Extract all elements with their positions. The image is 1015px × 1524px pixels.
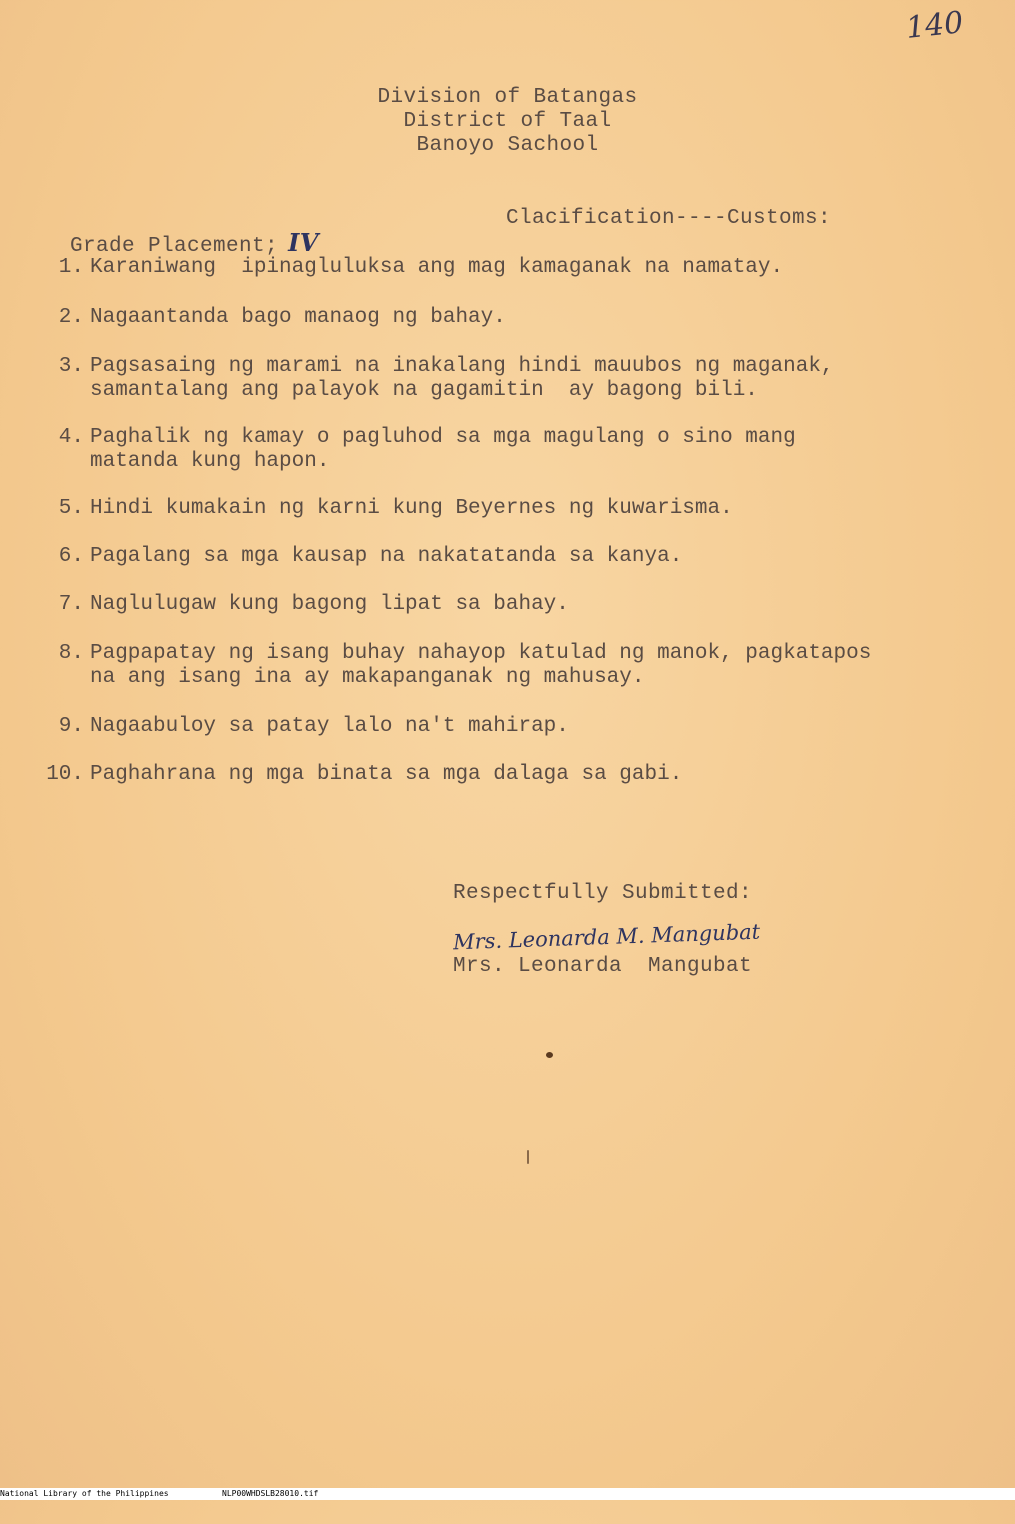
item-number: 3.	[58, 355, 84, 378]
ink-speck	[546, 1052, 553, 1058]
classification-heading: Clacification----Customs:	[506, 207, 832, 230]
page-number: 140	[904, 5, 965, 46]
handwritten-signature: Mrs. Leonarda M. Mangubat	[452, 919, 761, 955]
item-text: Pagalang sa mga kausap na nakatatanda sa kanya.	[90, 545, 683, 568]
item-number: 2.	[58, 306, 84, 329]
item-number: 1.	[58, 256, 84, 279]
grade-placement	[44, 207, 319, 259]
item-text: Pagsasaing ng marami na inakalang hindi mauubos ng maganak,	[90, 355, 834, 378]
item-text-continued: samantalang ang palayok na gagamitin ay bagong bili.	[90, 379, 758, 402]
item-text: Karaniwang ipinagluluksa ang mag kamaganak na namatay.	[90, 256, 784, 279]
item-number: 8.	[58, 642, 84, 665]
header-division: Division of Batangas	[377, 86, 638, 109]
grade-value: IV	[288, 228, 319, 257]
item-text-continued: matanda kung hapon.	[90, 450, 330, 473]
header-school: Banoyo Sachool	[416, 134, 599, 157]
ink-mark	[527, 1150, 529, 1164]
item-number: 4.	[58, 426, 84, 449]
item-number: 9.	[58, 715, 84, 738]
footer-library: National Library of the Philippines	[0, 1489, 169, 1498]
header-district: District of Taal	[403, 110, 612, 133]
item-text: Pagpapatay ng isang buhay nahayop katulad ng manok, pagkatapos	[90, 642, 872, 665]
grade-label: Grade Placement;	[70, 235, 279, 258]
item-text-continued: na ang isang ina ay makapanganak ng mahusay.	[90, 666, 645, 689]
item-number: 5.	[58, 497, 84, 520]
item-text: Nagaabuloy sa patay lalo na't mahirap.	[90, 715, 569, 738]
item-text: Paghahrana ng mga binata sa mga dalaga sa gabi.	[90, 763, 683, 786]
item-text: Nagaantanda bago manaog ng bahay.	[90, 306, 506, 329]
item-text: Hindi kumakain ng karni kung Beyernes ng kuwarisma.	[90, 497, 733, 520]
closing-text: Respectfully Submitted:	[453, 882, 753, 905]
item-number: 6.	[58, 545, 84, 568]
scan-footer	[0, 1488, 1015, 1500]
item-text: Naglulugaw kung bagong lipat sa bahay.	[90, 593, 569, 616]
item-number: 10.	[46, 763, 84, 786]
typed-signature: Mrs. Leonarda Mangubat	[453, 955, 753, 978]
footer-filename: NLP00WHDSLB28010.tif	[222, 1489, 319, 1498]
item-number: 7.	[58, 593, 84, 616]
item-text: Paghalik ng kamay o pagluhod sa mga magulang o sino mang	[90, 426, 796, 449]
